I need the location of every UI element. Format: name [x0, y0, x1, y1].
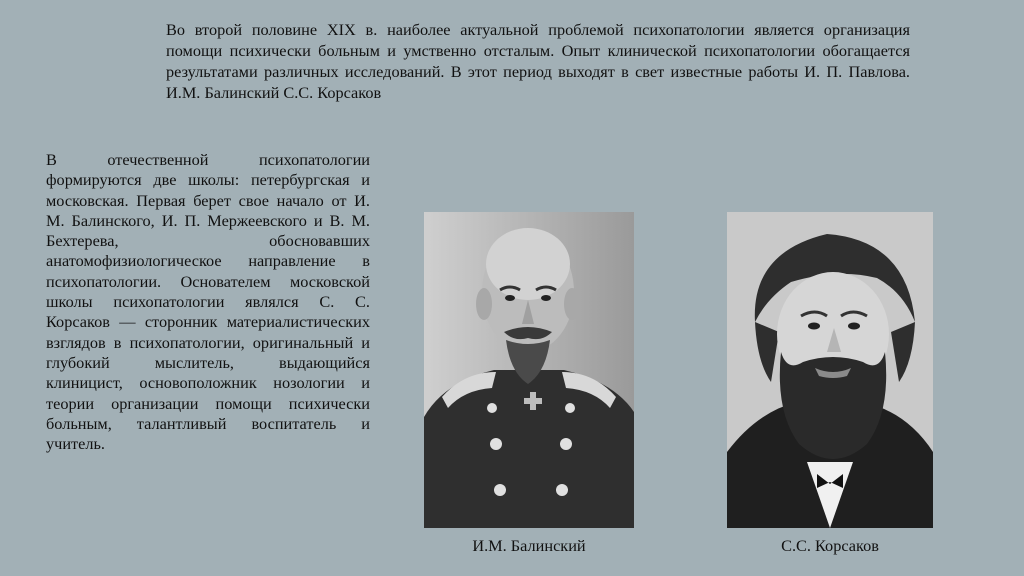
- caption-korsakov: С.С. Корсаков: [781, 536, 879, 555]
- portrait-balinsky: [424, 212, 634, 528]
- intro-paragraph: Во второй половине XIX в. наиболее актуальной проблемой психопатологии является организация помощи психически больным и умственно отсталым. Опыт клинической психопатологии обогащается результатами различных исследований. В этот период выходят в свет известные работы И. П. Павлова. И.М. Балинский С.С. Корсаков: [166, 20, 910, 102]
- caption-balinsky: И.М. Балинский: [472, 536, 586, 555]
- portrait-korsakov: [727, 212, 933, 528]
- schools-paragraph: В отечественной психопатологии формируются две школы: петербургская и московская. Первая берет свое начало от И. М. Балинского, И. П. Мержеевского и В. М. Бехтерева, обосновавших анатомофизиологическое направление в психопатологии. Основателем московской школы психопатологии являлся С. С. Корсаков — сторонник материалистических взглядов в психопатологии, оригинальный и глубокий мыслитель, выдающийся клиницист, основоположник нозологии и теории организации помощи психически больным, талантливый воспитатель и учитель.: [46, 150, 370, 454]
